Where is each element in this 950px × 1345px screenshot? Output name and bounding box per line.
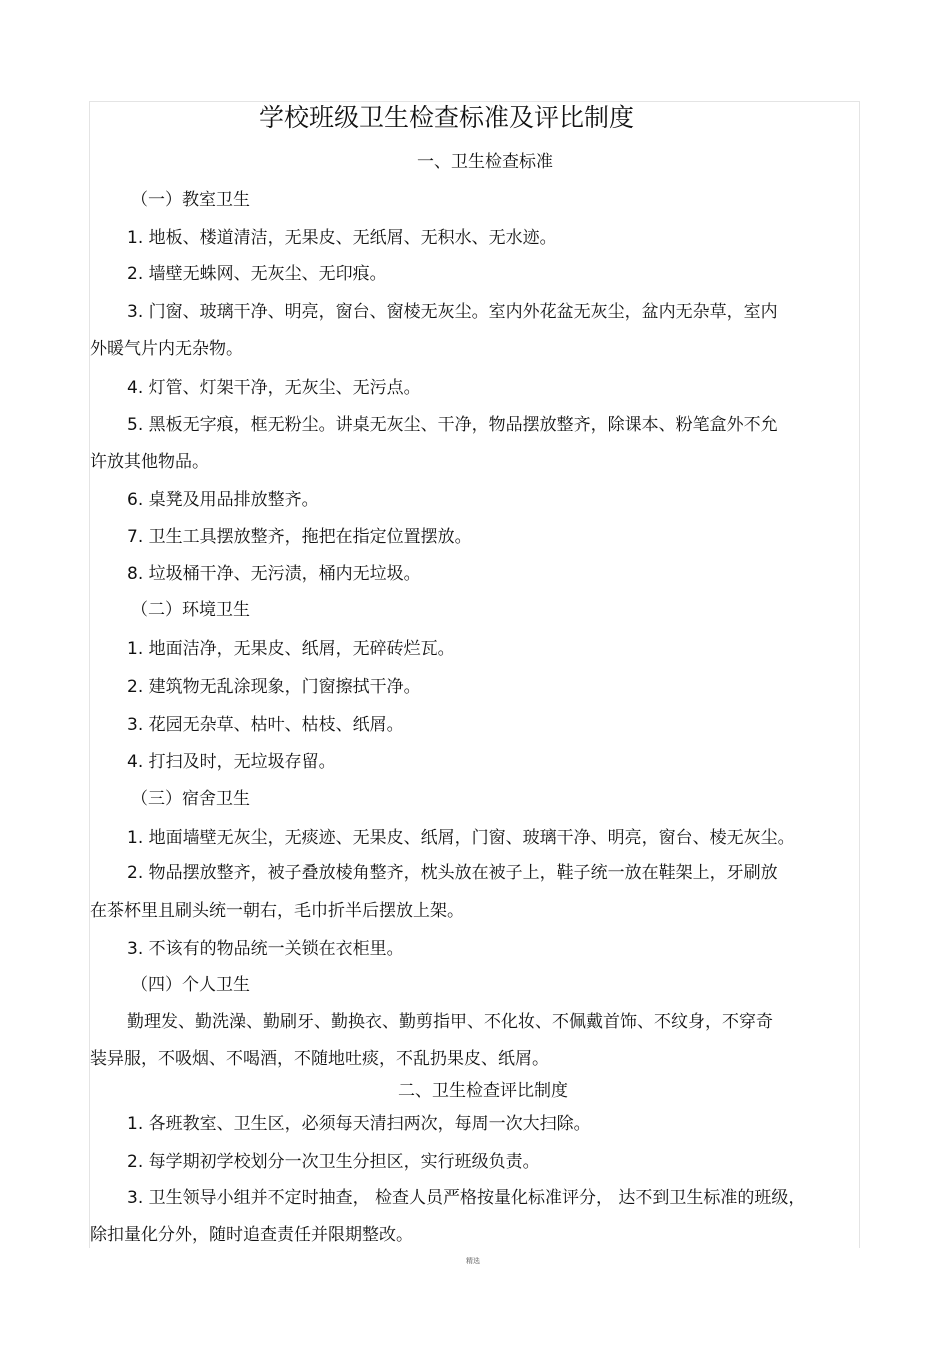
environment-item-3: 3. 花园无杂草、枯叶、枯枝、纸屑。 (127, 715, 404, 735)
page-footer-label: 精选 (466, 1257, 480, 1265)
subsection-heading-personal: （四）个人卫生 (131, 975, 250, 995)
evaluation-item-3-line-1: 3. 卫生领导小组并不定时抽查， 检查人员严格按量化标准评分， 达不到卫生标准的班级， (127, 1188, 806, 1208)
classroom-item-8: 8. 垃圾桶干净、无污渍，桶内无垃圾。 (127, 564, 421, 584)
evaluation-item-1: 1. 各班教室、卫生区，必须每天清扫两次，每周一次大扫除。 (127, 1114, 591, 1134)
environment-item-4: 4. 打扫及时，无垃圾存留。 (127, 752, 336, 772)
classroom-item-3-line-1: 3. 门窗、玻璃干净、明亮，窗台、窗棱无灰尘。室内外花盆无灰尘，盆内无杂草，室内 (127, 302, 778, 322)
environment-item-1: 1. 地面洁净，无果皮、纸屑，无碎砖烂瓦。 (127, 639, 455, 659)
section-heading-inspection-standards: 一、卫生检查标准 (417, 152, 553, 172)
personal-hygiene-line-2: 装异服，不吸烟、不喝酒，不随地吐痰，不乱扔果皮、纸屑。 (90, 1049, 549, 1069)
dormitory-item-1: 1. 地面墙壁无灰尘，无痰迹、无果皮、纸屑，门窗、玻璃干净、明亮，窗台、棱无灰尘。 (127, 828, 795, 848)
classroom-item-6: 6. 桌凳及用品排放整齐。 (127, 490, 319, 510)
dormitory-item-2-line-2: 在茶杯里且刷头统一朝右，毛巾折半后摆放上架。 (90, 901, 464, 921)
subsection-heading-classroom: （一）教室卫生 (131, 190, 250, 210)
classroom-item-4: 4. 灯管、灯架干净，无灰尘、无污点。 (127, 378, 421, 398)
subsection-heading-dormitory: （三）宿舍卫生 (131, 789, 250, 809)
environment-item-2: 2. 建筑物无乱涂现象，门窗擦拭干净。 (127, 677, 421, 697)
classroom-item-7: 7. 卫生工具摆放整齐，拖把在指定位置摆放。 (127, 527, 472, 547)
classroom-item-2: 2. 墙壁无蛛网、无灰尘、无印痕。 (127, 264, 387, 284)
classroom-item-1: 1. 地板、楼道清洁，无果皮、无纸屑、无积水、无水迹。 (127, 228, 557, 248)
classroom-item-3-line-2: 外暖气片内无杂物。 (90, 339, 243, 359)
dormitory-item-3: 3. 不该有的物品统一关锁在衣柜里。 (127, 939, 404, 959)
document-title: 学校班级卫生检查标准及评比制度 (259, 103, 635, 132)
subsection-heading-environment: （二）环境卫生 (131, 600, 250, 620)
evaluation-item-3-line-2: 除扣量化分外，随时追查责任并限期整改。 (90, 1225, 413, 1245)
classroom-item-5-line-1: 5. 黑板无字痕，框无粉尘。讲桌无灰尘、干净，物品摆放整齐，除课本、粉笔盒外不允 (127, 415, 778, 435)
classroom-item-5-line-2: 许放其他物品。 (90, 452, 209, 472)
personal-hygiene-line-1: 勤理发、勤洗澡、勤刷牙、勤换衣、勤剪指甲、不化妆、不佩戴首饰、不纹身，不穿奇 (127, 1012, 773, 1032)
evaluation-item-2: 2. 每学期初学校划分一次卫生分担区，实行班级负责。 (127, 1152, 540, 1172)
section-heading-evaluation-system: 二、卫生检查评比制度 (398, 1081, 568, 1101)
dormitory-item-2-line-1: 2. 物品摆放整齐，被子叠放棱角整齐，枕头放在被子上，鞋子统一放在鞋架上，牙刷放 (127, 863, 778, 883)
